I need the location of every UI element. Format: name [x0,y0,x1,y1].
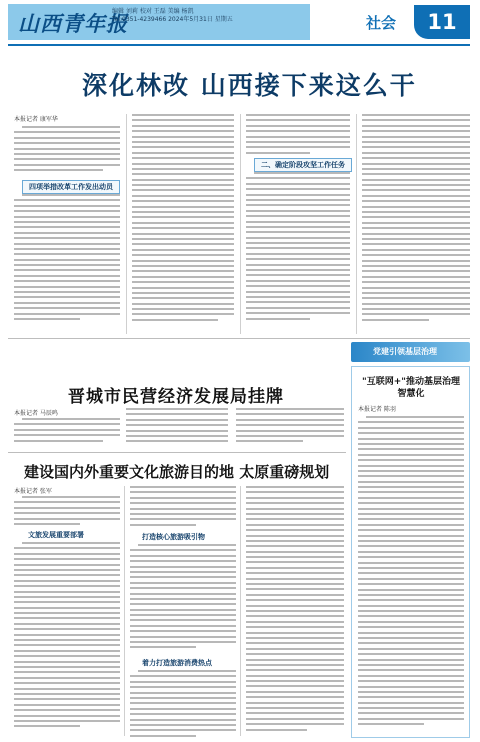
main-col4 [362,114,470,332]
section-divider [8,452,346,453]
second-byline: 本报记者 马辰鸣 [14,410,58,417]
column-divider [126,114,127,334]
second-headline: 晋城市民营经济发展局挂牌 [68,387,284,407]
section-label: 社会 [366,14,397,32]
sidebar-body [358,416,464,734]
editorial-meta [112,8,233,24]
column-divider [124,486,125,736]
sidebar-byline: 本报记者 陈羽 [358,406,396,413]
meta-editors: 编辑 刘莉 校对 王磊 美编 杨凯 [112,8,194,15]
main-col1-bottom [14,194,120,330]
main-byline: 本报记者 康军华 [14,116,58,123]
main-col2 [132,114,234,332]
main-subhead-1: 四项举措改革工作发出动员 [22,180,120,194]
main-subhead-2: 二、确定阶段攻坚工作任务 [254,158,352,172]
main-headline: 深化林改 山西接下来这么干 [82,71,417,100]
column-divider [240,114,241,334]
third-col3 [246,486,344,738]
masthead-rule [8,44,470,46]
third-col2-mid [130,544,236,656]
main-col3-bottom [246,172,350,332]
main-col1-top [14,126,120,178]
third-subhead-3: 着力打造旅游消费热点 [142,659,212,667]
third-col2-bottom [130,670,236,738]
meta-date: Tel:0351-4239466 2024年5月31日 星期五 [112,16,233,23]
sidebar-banner-text: 党建引领基层治理 [373,347,437,356]
second-col3 [236,408,344,446]
masthead-banner [8,4,310,40]
column-divider [240,486,241,736]
column-divider [356,114,357,334]
third-byline: 本报记者 张军 [14,488,52,495]
third-col1-bottom [14,542,120,738]
second-col2 [126,408,228,446]
sidebar-banner [351,342,470,362]
newspaper-logo: 山西青年报 [18,11,128,36]
sidebar-headline: "互联网+"推动基层治理智慧化 [362,377,460,399]
third-subhead-2: 打造核心旅游吸引物 [142,533,205,541]
third-col2-top [130,486,236,528]
third-subhead-1: 文旅发展重要部署 [28,531,84,539]
masthead [0,0,480,44]
third-headline: 建设国内外重要文化旅游目的地 太原重磅规划 [24,463,330,481]
page-number: 11 [414,5,470,39]
second-col1 [14,418,120,446]
main-col3-top [246,114,350,156]
third-col1-top [14,496,120,526]
section-divider [8,338,470,339]
